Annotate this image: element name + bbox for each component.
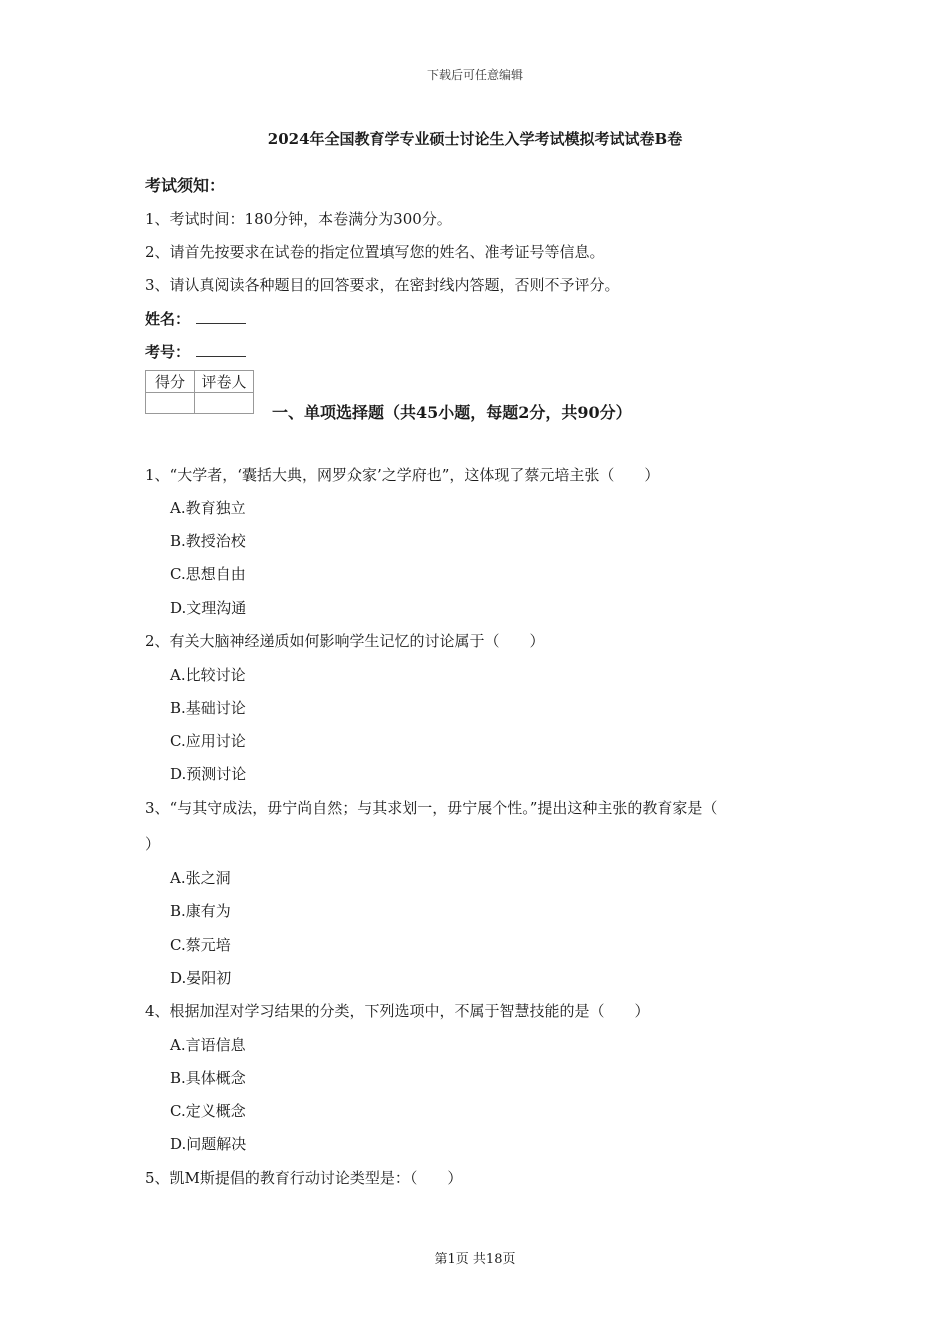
question-option: C.应用讨论 (170, 732, 246, 750)
question-stem: 4、根据加涅对学习结果的分类，下列选项中，不属于智慧技能的是（ ） (145, 1002, 650, 1020)
notice-item: 1、考试时间：180分钟，本卷满分为300分。 (145, 210, 452, 228)
section-title: 一、单项选择题（共45小题，每题2分，共90分） (272, 403, 632, 422)
name-label: 姓名： (145, 310, 191, 328)
question-option: C.思想自由 (170, 565, 246, 583)
question-option: A.比较讨论 (170, 666, 246, 684)
page-footer: 第1页 共18页 (434, 1252, 516, 1267)
name-blank[interactable] (196, 309, 246, 324)
question-option: D.晏阳初 (170, 969, 232, 987)
question-option: C.蔡元培 (170, 936, 231, 954)
grader-cell[interactable] (195, 393, 254, 414)
notice-item: 3、请认真阅读各种题目的回答要求，在密封线内答题，否则不予评分。 (145, 276, 620, 294)
question-option: A.教育独立 (170, 499, 246, 517)
question-option: B.基础讨论 (170, 699, 246, 717)
question-stem: 1、“大学者，‘囊括大典，网罗众家’之学府也”，这体现了蔡元培主张（ ） (145, 466, 660, 484)
question-stem: 5、凯M斯提倡的教育行动讨论类型是：（ ） (145, 1169, 463, 1187)
question-option: B.教授治校 (170, 532, 246, 550)
question-option: B.具体概念 (170, 1069, 246, 1087)
question-option: A.张之洞 (170, 869, 231, 887)
question-option: D.文理沟通 (170, 599, 247, 617)
id-label: 考号： (145, 343, 191, 361)
header-note: 下载后可任意编辑 (426, 68, 523, 82)
score-header: 得分 (146, 371, 195, 393)
question-option: D.预测讨论 (170, 765, 247, 783)
question-option: A.言语信息 (170, 1036, 246, 1054)
name-field[interactable] (145, 308, 246, 329)
notice-item: 2、请首先按要求在试卷的指定位置填写您的姓名、准考证号等信息。 (145, 243, 605, 261)
question-stem-continuation: ） (145, 835, 161, 853)
question-stem: 3、“与其守成法，毋宁尚自然；与其求划一，毋宁展个性。”提出这种主张的教育家是（ (145, 799, 718, 817)
grader-header: 评卷人 (195, 371, 254, 393)
question-option: B.康有为 (170, 902, 231, 920)
question-stem: 2、有关大脑神经递质如何影响学生记忆的讨论属于（ ） (145, 632, 545, 650)
id-field[interactable] (145, 341, 246, 362)
question-option: D.问题解决 (170, 1135, 247, 1153)
score-cell[interactable] (146, 393, 195, 414)
score-table (145, 370, 254, 414)
exam-title: 2024年全国教育学专业硕士讨论生入学考试模拟考试试卷B卷 (267, 130, 683, 148)
notice-heading: 考试须知： (145, 176, 226, 195)
id-blank[interactable] (196, 342, 246, 357)
question-option: C.定义概念 (170, 1102, 246, 1120)
